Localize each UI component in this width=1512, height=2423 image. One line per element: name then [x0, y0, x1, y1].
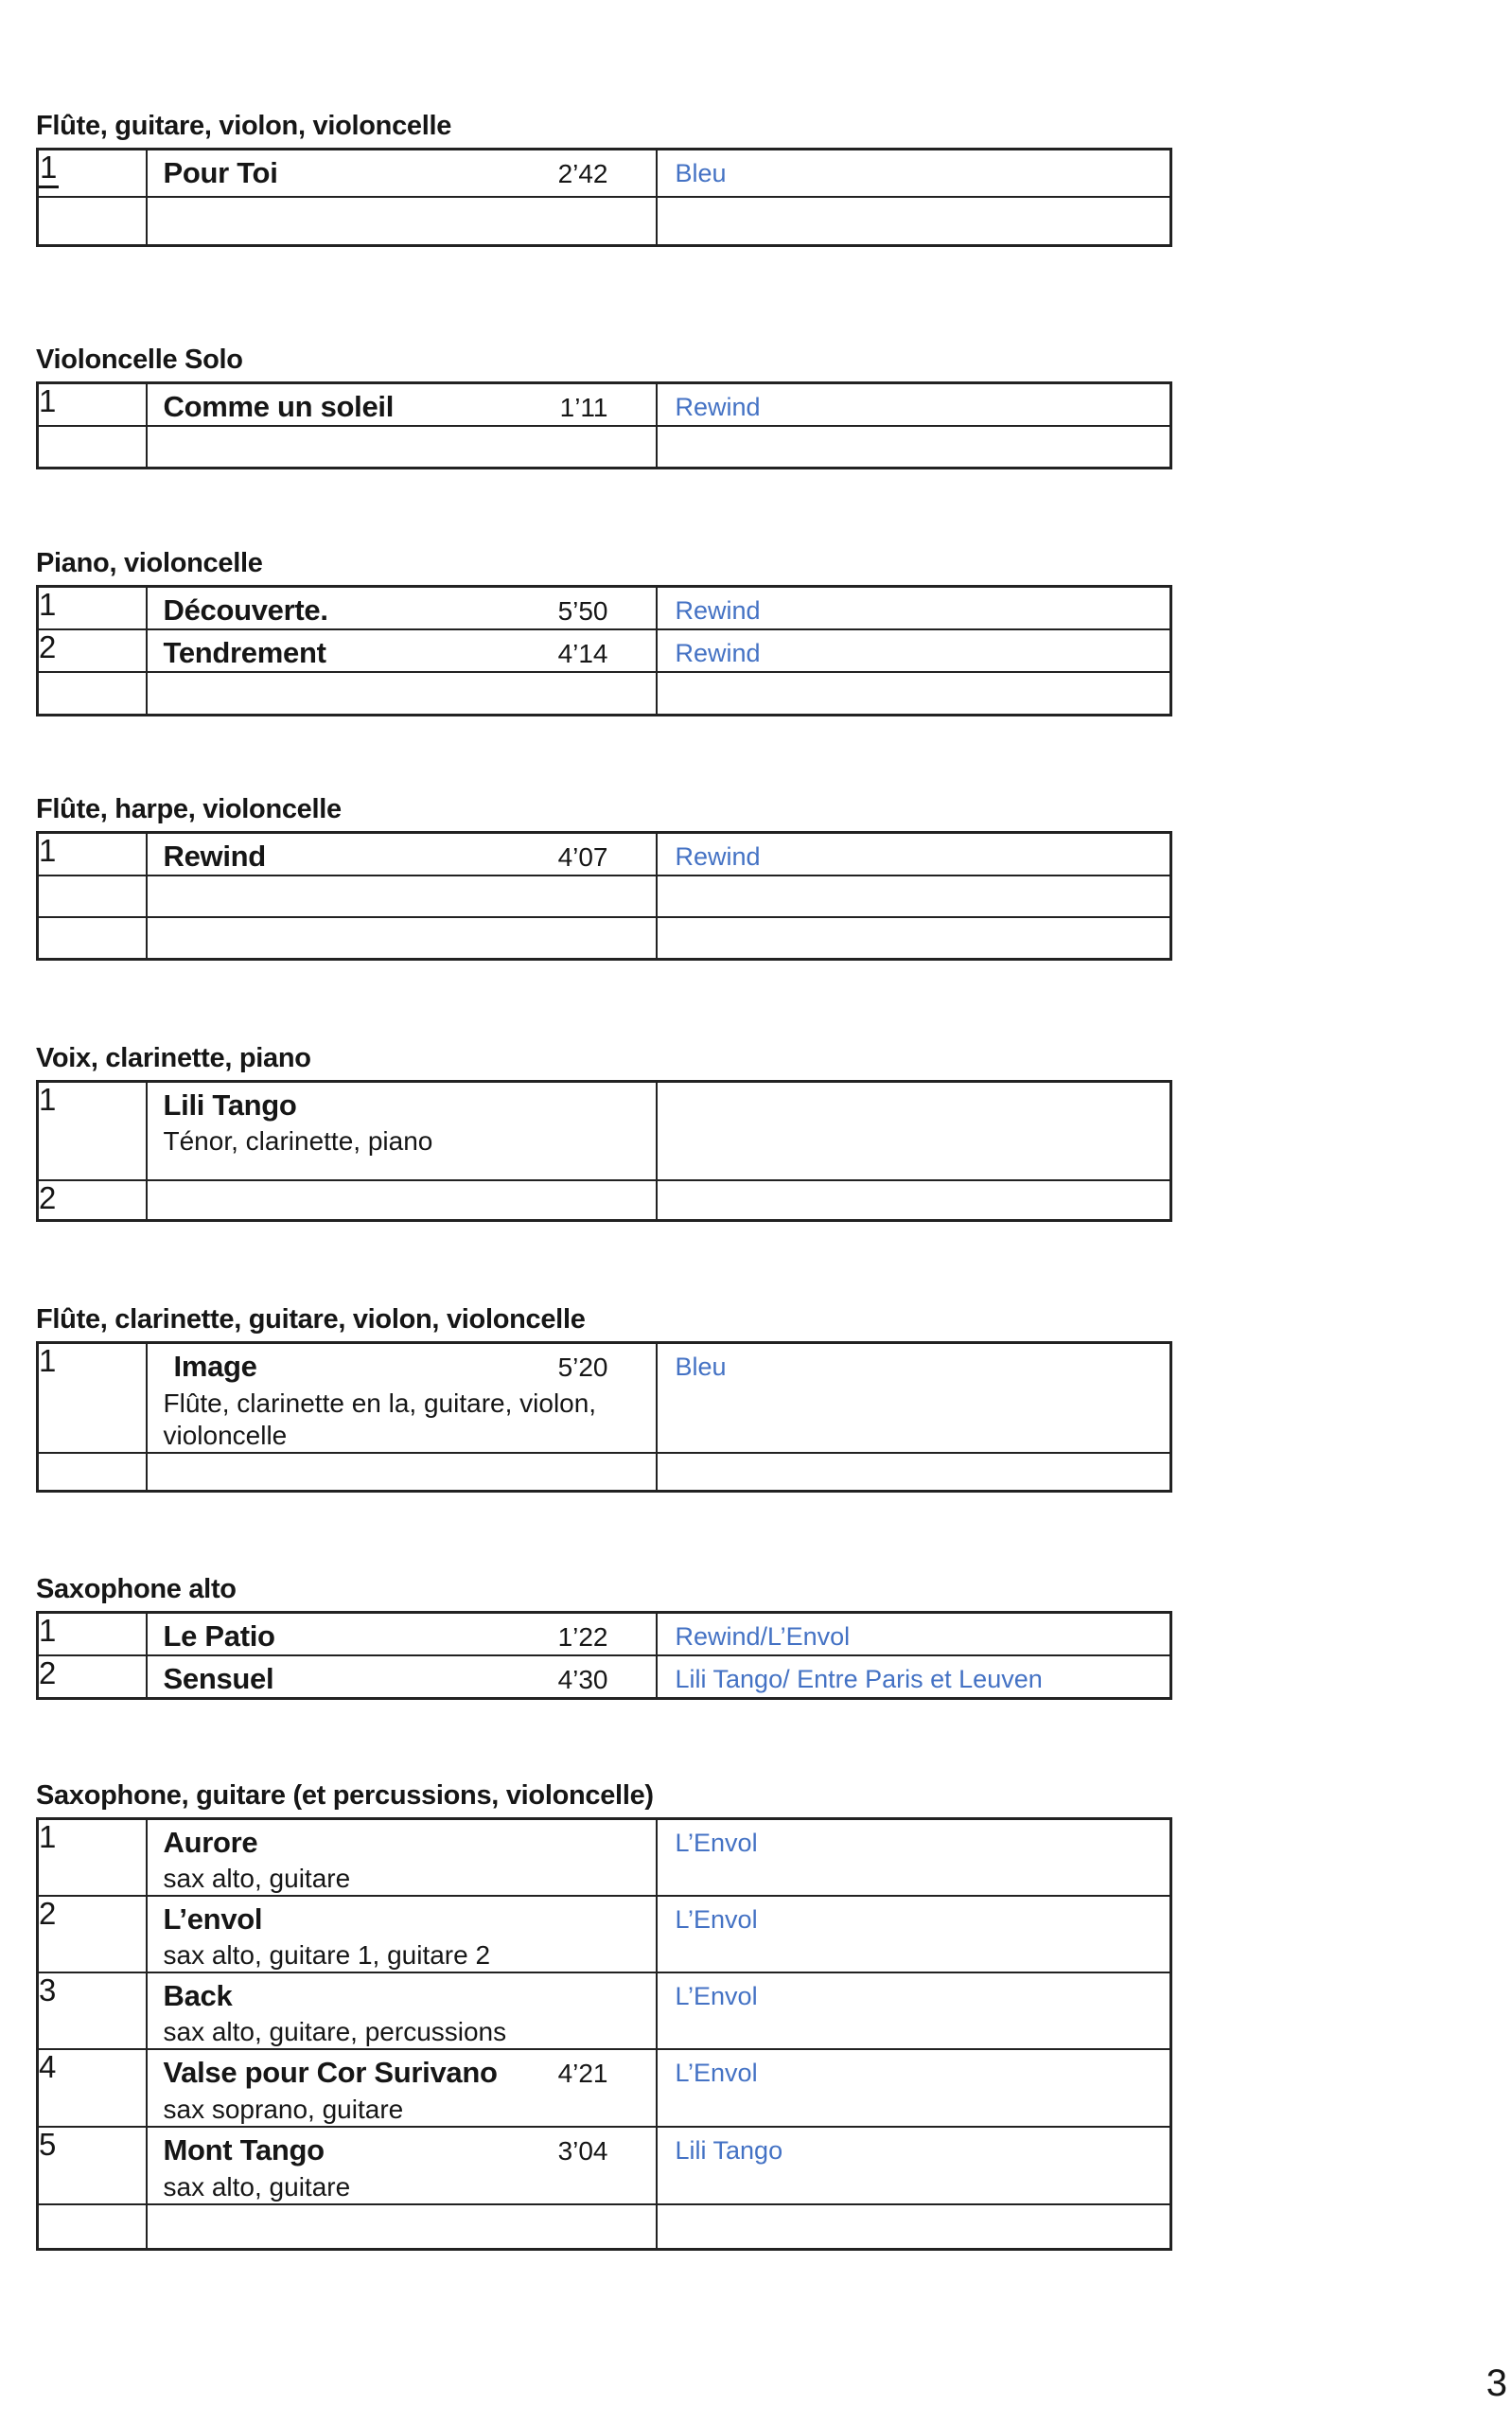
- section-heading: Saxophone, guitare (et percussions, violoncelle): [36, 1780, 654, 1811]
- track-note-cell: [657, 383, 1171, 427]
- track-title: L’envol: [163, 1902, 263, 1936]
- track-main-cell: [147, 1613, 657, 1656]
- track-number: 3: [38, 1972, 147, 2049]
- track-row: [38, 1972, 1171, 2049]
- track-duration: 2’42: [557, 159, 608, 188]
- track-duration: 1’11: [559, 393, 608, 422]
- track-number: 1: [38, 383, 147, 427]
- track-note: Rewind: [675, 393, 761, 421]
- empty-cell: [147, 426, 657, 468]
- track-note-cell: [657, 587, 1171, 630]
- track-table: [36, 148, 1172, 247]
- track-subtitle: sax alto, guitare: [163, 1864, 351, 1893]
- track-number: 2: [38, 1655, 147, 1699]
- track-table: [36, 381, 1172, 469]
- track-note-cell: [657, 1896, 1171, 1972]
- track-row: [38, 1819, 1171, 1897]
- track-duration: 4’30: [557, 1665, 608, 1694]
- track-title: Rewind: [163, 840, 266, 873]
- empty-cell: [38, 917, 147, 959]
- track-main-cell: [147, 2049, 657, 2127]
- track-number: 4: [38, 2049, 147, 2127]
- track-note: L’Envol: [675, 1905, 758, 1934]
- track-row: [38, 833, 1171, 876]
- empty-row: [38, 917, 1171, 959]
- empty-cell: [657, 1453, 1171, 1491]
- track-main-cell: [147, 587, 657, 630]
- track-subtitle: sax alto, guitare: [163, 2172, 351, 2202]
- empty-cell: [147, 197, 657, 246]
- track-note: Lili Tango: [675, 2136, 783, 2165]
- track-duration: 3’04: [557, 2136, 608, 2166]
- track-table: [36, 1080, 1172, 1222]
- track-number: 1: [38, 150, 147, 197]
- empty-cell: [657, 2204, 1171, 2249]
- track-number: 2: [38, 629, 147, 672]
- track-subtitle: Ténor, clarinette, piano: [163, 1126, 433, 1156]
- track-note: Lili Tango/ Entre Paris et Leuven: [675, 1665, 1043, 1693]
- track-title: Valse pour Cor Surivano: [163, 2056, 498, 2089]
- track-note-cell: [657, 1819, 1171, 1897]
- track-note: L’Envol: [675, 1829, 758, 1857]
- track-main-cell: [147, 1655, 657, 1699]
- track-row: [38, 1655, 1171, 1699]
- track-number: 1: [38, 1082, 147, 1180]
- track-title: Back: [163, 1979, 233, 2012]
- track-note-cell: [657, 150, 1171, 197]
- track-row: [38, 150, 1171, 197]
- track-row: [38, 1896, 1171, 1972]
- empty-cell: [147, 1180, 657, 1221]
- page-number: 3: [1486, 2362, 1507, 2404]
- track-note-cell: [657, 629, 1171, 672]
- empty-row: [38, 197, 1171, 246]
- track-table: [36, 1341, 1172, 1493]
- section-heading: Piano, violoncelle: [36, 548, 263, 578]
- empty-cell: [38, 875, 147, 917]
- empty-row: [38, 672, 1171, 715]
- track-note: Bleu: [675, 159, 727, 187]
- track-duration: 4’07: [557, 842, 608, 872]
- track-main-cell: [147, 2127, 657, 2204]
- track-note-cell: [657, 2049, 1171, 2127]
- section-heading: Flûte, guitare, violon, violoncelle: [36, 111, 452, 141]
- track-row: [38, 2049, 1171, 2127]
- track-number: 2: [38, 1180, 147, 1221]
- empty-cell: [38, 672, 147, 715]
- track-subtitle: Flûte, clarinette en la, guitare, violon, violoncelle: [163, 1388, 597, 1450]
- section-flute-harpe-violoncelle: [36, 791, 1169, 961]
- track-duration: 4’14: [557, 639, 608, 668]
- empty-cell: [147, 917, 657, 959]
- track-note-cell: [657, 833, 1171, 876]
- empty-cell: [657, 875, 1171, 917]
- empty-cell: [38, 197, 147, 246]
- track-subtitle: sax alto, guitare, percussions: [163, 2017, 507, 2046]
- track-title: Découverte.: [163, 593, 328, 627]
- track-number: 1: [38, 587, 147, 630]
- section-piano-violoncelle: [36, 545, 1169, 716]
- track-note: L’Envol: [675, 2059, 758, 2087]
- track-row: [38, 383, 1171, 427]
- track-title: Le Patio: [163, 1619, 275, 1653]
- track-table: [36, 1611, 1172, 1700]
- track-main-cell: [147, 1819, 657, 1897]
- section-violoncelle-solo: [36, 342, 1169, 469]
- track-title: Aurore: [163, 1826, 258, 1859]
- track-row: [38, 1343, 1171, 1454]
- track-note: Rewind: [675, 639, 761, 667]
- track-title: Lili Tango: [163, 1088, 297, 1122]
- track-main-cell: [147, 1896, 657, 1972]
- track-main-cell: [147, 1082, 657, 1180]
- track-main-cell: [147, 833, 657, 876]
- track-row: [38, 1082, 1171, 1180]
- track-number: 1: [38, 1819, 147, 1897]
- track-title: Sensuel: [163, 1662, 274, 1695]
- track-note: [658, 1083, 1170, 1090]
- track-note-cell: [657, 1343, 1171, 1454]
- track-note-cell: [657, 2127, 1171, 2204]
- track-main-cell: [147, 383, 657, 427]
- track-duration: 5’50: [557, 596, 608, 626]
- track-note: Rewind: [675, 596, 761, 625]
- section-heading: Flûte, harpe, violoncelle: [36, 794, 342, 824]
- track-note: Bleu: [675, 1353, 727, 1381]
- track-main-cell: [147, 1972, 657, 2049]
- empty-cell: [38, 426, 147, 468]
- section-flute-clarinette-guitare-violon-violoncelle: [36, 1301, 1169, 1493]
- section-saxophone-alto: [36, 1571, 1169, 1700]
- track-number: 1: [38, 833, 147, 876]
- track-note-cell: [657, 1972, 1171, 2049]
- empty-row: [38, 1453, 1171, 1491]
- empty-row: [38, 875, 1171, 917]
- empty-row: [38, 426, 1171, 468]
- empty-cell: [657, 426, 1171, 468]
- empty-cell: [657, 197, 1171, 246]
- track-subtitle: sax alto, guitare 1, guitare 2: [163, 1940, 491, 1970]
- track-duration: 5’20: [557, 1353, 608, 1382]
- track-main-cell: [147, 1343, 657, 1454]
- empty-cell: [657, 672, 1171, 715]
- track-number: 1: [38, 1613, 147, 1656]
- track-row: [38, 1613, 1171, 1656]
- empty-cell: [147, 1453, 657, 1491]
- track-title: Image: [173, 1350, 257, 1383]
- track-note-cell: [657, 1655, 1171, 1699]
- track-table: [36, 1817, 1172, 2251]
- track-table: [36, 831, 1172, 961]
- track-row: [38, 629, 1171, 672]
- track-main-cell: [147, 150, 657, 197]
- track-row: [38, 1180, 1171, 1221]
- empty-row: [38, 2204, 1171, 2249]
- track-title: Comme un soleil: [163, 390, 395, 423]
- section-heading: Flûte, clarinette, guitare, violon, violoncelle: [36, 1304, 586, 1335]
- track-main-cell: [147, 629, 657, 672]
- empty-cell: [657, 917, 1171, 959]
- track-table: [36, 585, 1172, 716]
- track-note: Rewind: [675, 842, 761, 871]
- track-title: Pour Toi: [163, 156, 278, 189]
- section-saxophone-guitare: [36, 1777, 1169, 2251]
- section-heading: Violoncelle Solo: [36, 345, 243, 375]
- empty-cell: [657, 1180, 1171, 1221]
- track-duration: 1’22: [557, 1622, 608, 1652]
- track-title: Mont Tango: [163, 2133, 325, 2167]
- section-voix-clarinette-piano: [36, 1040, 1169, 1222]
- section-heading: Saxophone alto: [36, 1574, 237, 1604]
- track-note: Rewind/L’Envol: [675, 1622, 851, 1651]
- track-note-cell: [657, 1082, 1171, 1180]
- section-heading: Voix, clarinette, piano: [36, 1043, 311, 1073]
- track-row: [38, 2127, 1171, 2204]
- empty-cell: [147, 2204, 657, 2249]
- track-note: L’Envol: [675, 1982, 758, 2010]
- track-number: 2: [38, 1896, 147, 1972]
- track-number: 1: [38, 1343, 147, 1454]
- empty-cell: [38, 1453, 147, 1491]
- track-note-cell: [657, 1613, 1171, 1656]
- track-duration: 4’21: [557, 2059, 608, 2088]
- track-row: [38, 587, 1171, 630]
- empty-cell: [38, 2204, 147, 2249]
- track-subtitle: sax soprano, guitare: [163, 2095, 404, 2124]
- section-flute-guitare-violon-violoncelle: [36, 108, 1169, 247]
- track-number: 5: [38, 2127, 147, 2204]
- track-title: Tendrement: [163, 636, 326, 669]
- empty-cell: [147, 875, 657, 917]
- empty-cell: [147, 672, 657, 715]
